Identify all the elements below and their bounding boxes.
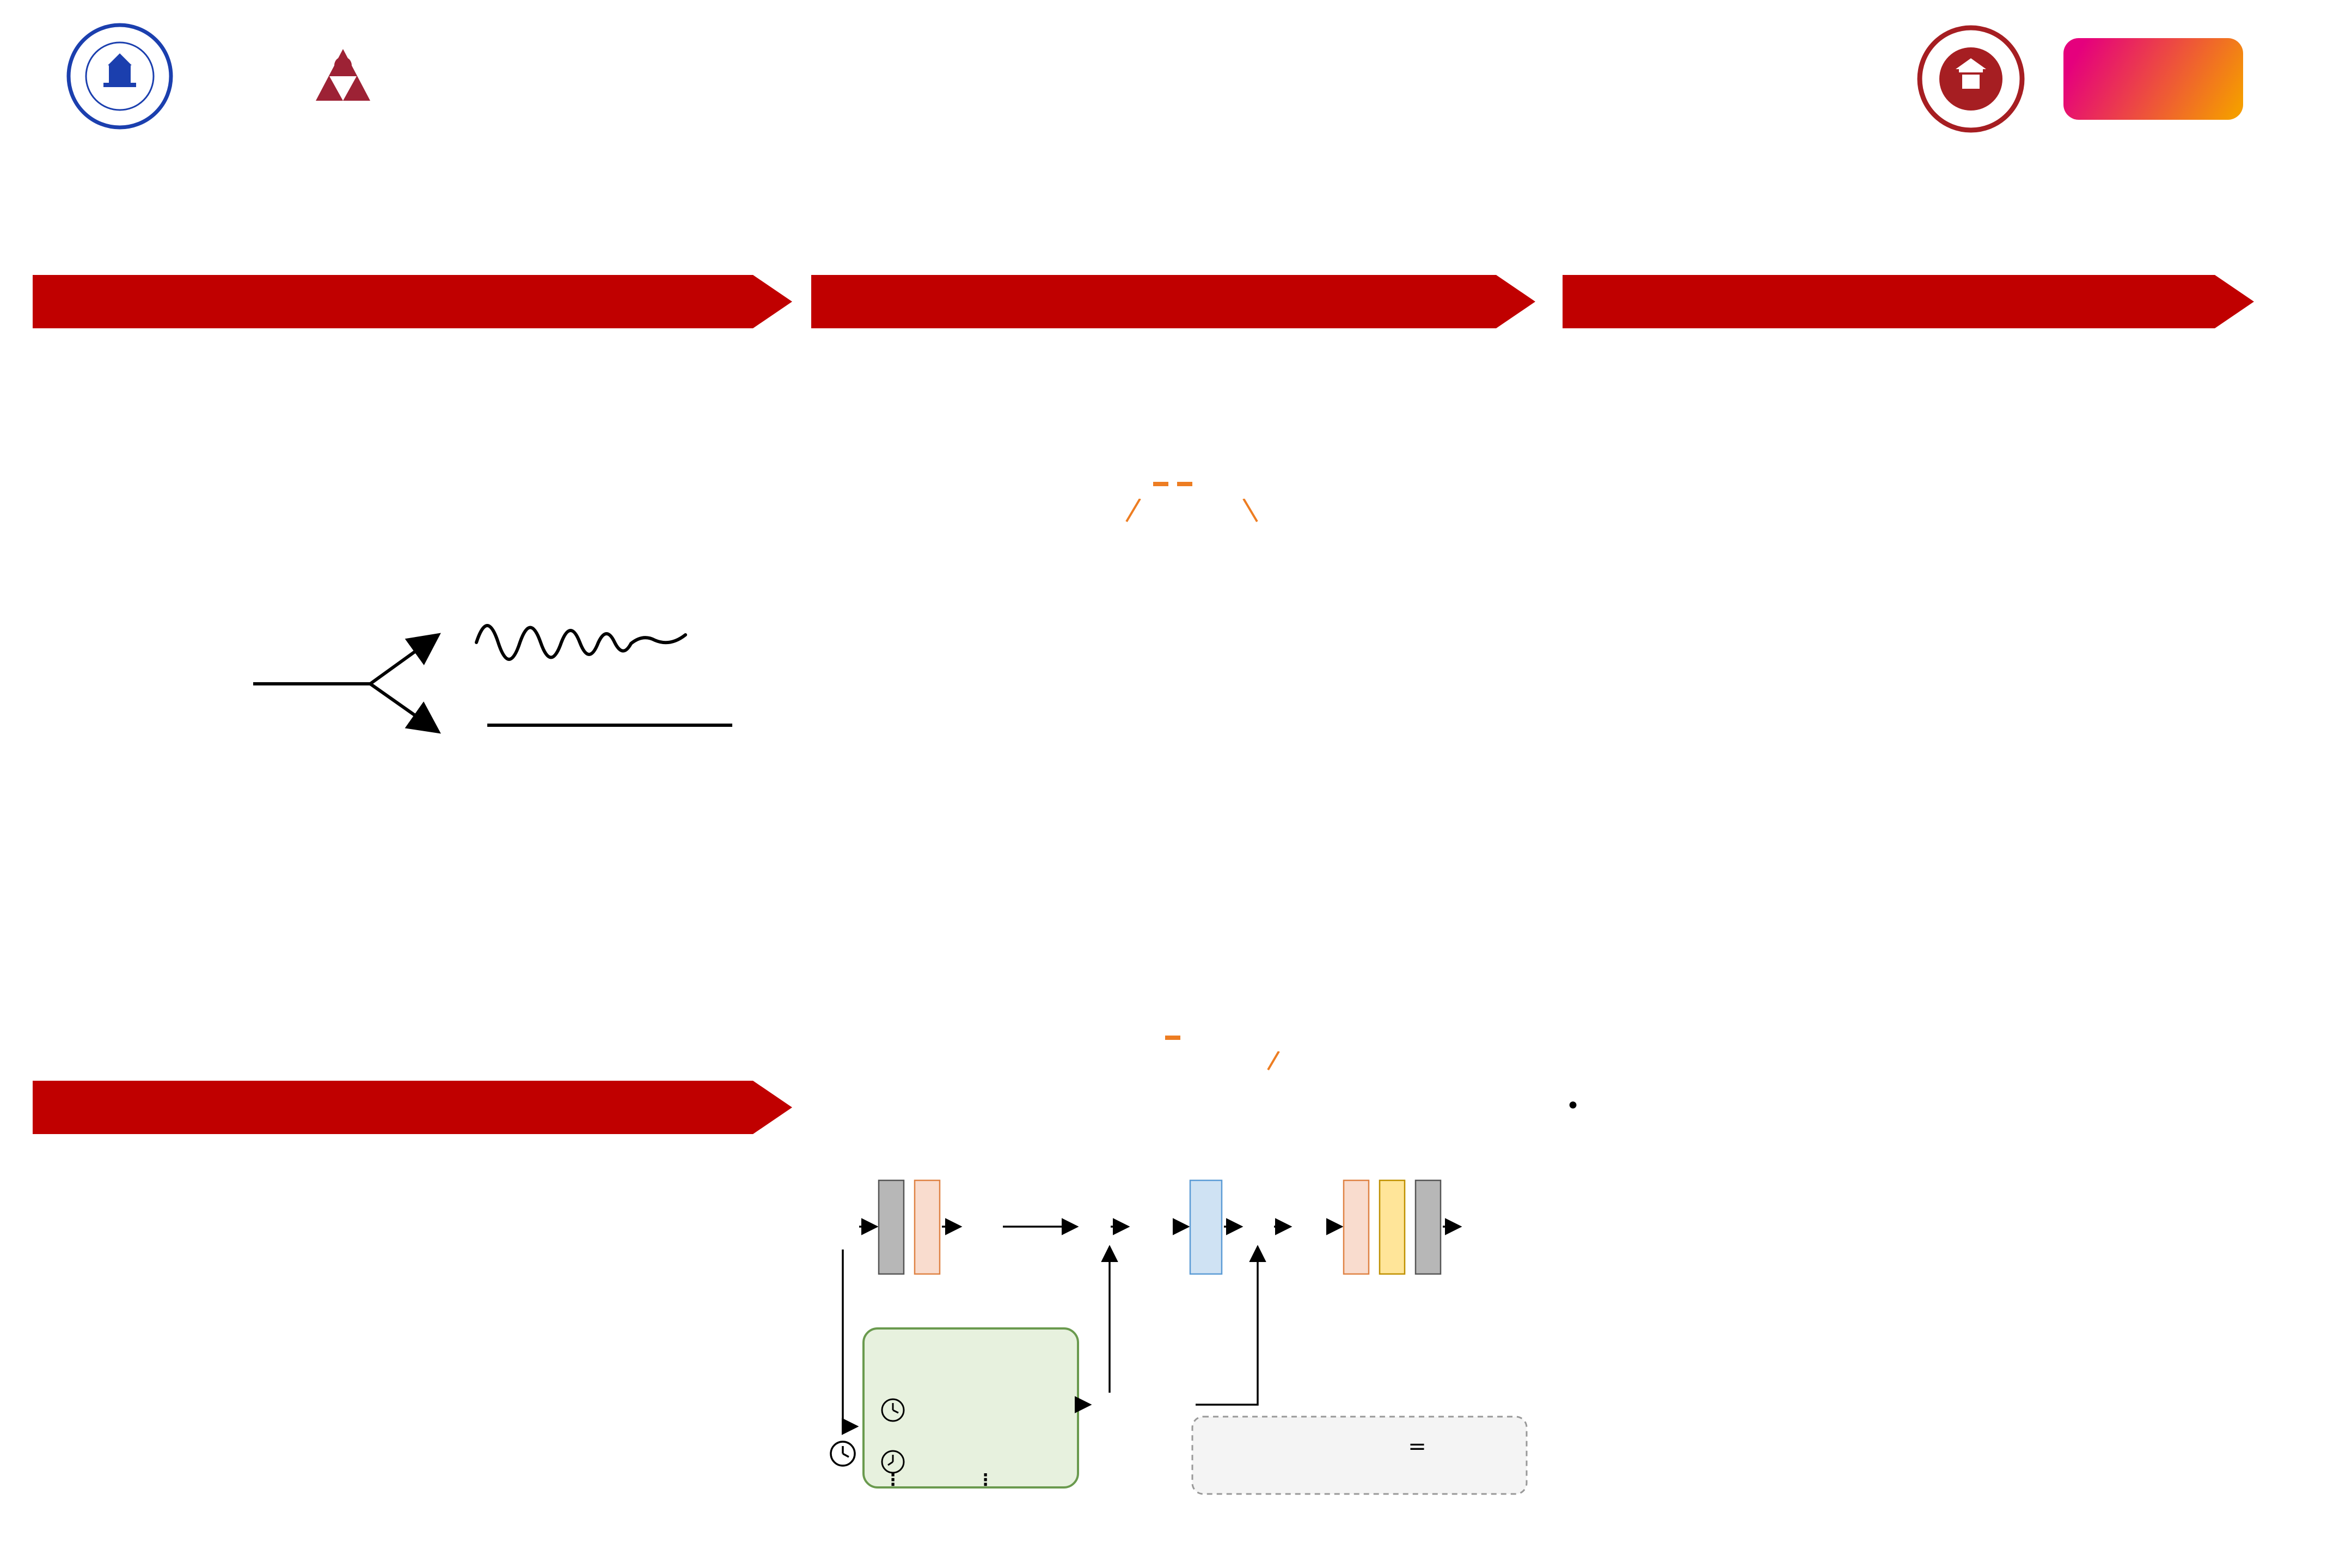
svg-text:⋮: ⋮	[977, 1471, 994, 1490]
jilin-university-logo	[65, 22, 174, 131]
formula2-annotation-line	[813, 1051, 1532, 1073]
xjtu-logo	[1916, 24, 2025, 133]
qr-paper	[2213, 1135, 2336, 1260]
enhance-bullet-wrap	[1568, 1089, 2330, 1128]
formula-static	[813, 456, 1532, 549]
spectrum-chart-b	[1179, 625, 1533, 808]
formula-dynamic	[813, 1010, 1532, 1097]
cityu-logo	[2063, 38, 2243, 120]
decomposition-diagram	[33, 577, 789, 784]
formula-static-math	[813, 456, 1532, 499]
clock-icon	[831, 1442, 855, 1466]
neurips-logo	[38, 1386, 528, 1560]
bullet-dot: ●	[1568, 1095, 1578, 1113]
motivation-banner	[33, 275, 792, 328]
contributions-banner	[33, 1081, 792, 1134]
svg-text:⋮: ⋮	[885, 1471, 901, 1490]
qr-grid	[2063, 1135, 2336, 1516]
wave-glyph	[476, 626, 685, 659]
formula-dynamic-math	[813, 1010, 1532, 1052]
polyu-logo	[283, 19, 403, 133]
framework-banner	[811, 275, 1535, 328]
qr-homepage	[2063, 1135, 2186, 1260]
experiments-banner	[1563, 275, 2254, 328]
formula-annotation-lines	[813, 499, 1532, 526]
framework-overview-diagram	[811, 1171, 1535, 1497]
efficiency-chart	[1573, 1124, 2053, 1473]
qr-code	[2213, 1323, 2336, 1448]
qr-wechat	[2063, 1323, 2186, 1448]
spectrum-chart-a	[810, 625, 1164, 808]
svg-text:=: =	[1408, 1434, 1426, 1459]
